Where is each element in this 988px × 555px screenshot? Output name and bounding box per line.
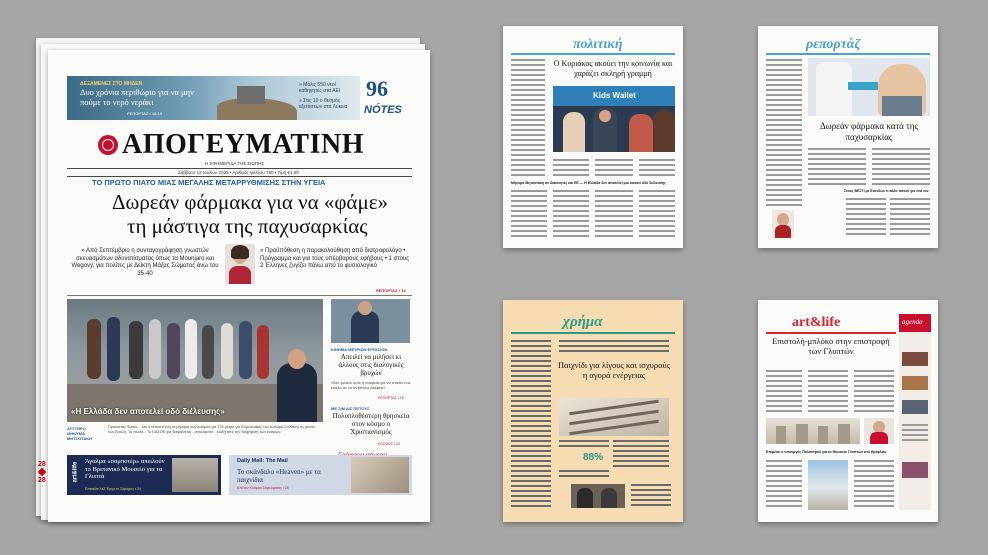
page-politics[interactable] (503, 26, 683, 248)
page-subhead: Στους ΒΕΣΤΙ με Επειδών τι κάλο πόνου για ένα τον (844, 189, 929, 193)
page-headline: Ο Κυριάκος ακούει την κοινωνία και χαράζει σκληρή γραμμή (553, 59, 673, 78)
front-page[interactable] (38, 50, 430, 522)
bottom-right-headline: Το σκάνδαλο «Heaven» με τα παιχνίδια (237, 468, 321, 484)
headline-kicker: ΤΟ ΠΡΩΤΟ ΠΙΑΤΟ ΜΙΑΣ ΜΕΓΑΛΗΣ ΜΕΤΑΡΡΥΘΜΙΣΗΣ ΣΤΗΝ ΥΓΕΙΑ (92, 178, 326, 187)
story-rule (67, 295, 412, 296)
side-story-headline: Απειλεί να μιλήσει κι άλλους στις διαλογικές βρυχών (338, 353, 404, 377)
masthead: ΑΠΟΓΕΥΜΑΤΙΝΗ (122, 129, 364, 160)
banner-byline: ΡΕΠΟΡΤΑΖ • 18-19 (127, 111, 163, 116)
main-headline-line-2: τη μάστιγα της παχυσαρκίας (127, 214, 368, 238)
section-title: χρήμα (563, 314, 603, 330)
bottom-left-ref: Επισκόπ ΛεΖ Έργο το Σάρορος • 24 (85, 487, 141, 491)
agenda-sidebar[interactable] (899, 314, 931, 510)
page-photo[interactable] (553, 86, 675, 152)
masthead-rule-2 (67, 176, 412, 177)
page-subhead: Επιμένει ο υπουργός Πολιτισμού για το Μουσείο Γλυπτών στο Ηράκλειο (766, 450, 887, 454)
top-banner[interactable] (67, 76, 360, 120)
section-rule (511, 53, 675, 55)
page-photo-landscape (808, 460, 848, 510)
page-photo[interactable] (808, 58, 930, 116)
story-left-text: » Από Σεπτέμβριο η συνταγογράφηση γνωστών σκευασμάτων αδυνατίσματος όπως τα Mounjaro και Wegovy, για πολίτες με Δείκτη Μάζας Σώματος άνω του 35-40 (71, 248, 219, 277)
page-photo-portrait (864, 418, 894, 444)
bottom-right-box[interactable] (229, 455, 412, 495)
supplement-badge[interactable] (364, 76, 412, 122)
bottom-left-headline: Άγαλμα «σαμποτέρ» απειλούν το Βρετανικό Μουσείο για τα Γλυπτά (85, 458, 165, 480)
page-stat: 88% (583, 452, 604, 463)
story-reference: ΡΕΠΟΡΤΑΖ • 14 (376, 288, 406, 293)
side-tab: agenda (902, 318, 923, 326)
section-rule (511, 332, 675, 334)
supplement-name: NÓTES (364, 104, 402, 116)
bottom-right-source: Daily Mail: The Mail (237, 458, 288, 464)
photo-caption: «Η Ελλάδα δεν αποτελεί οδό διέλευσης» (71, 407, 225, 416)
page-reportage[interactable] (758, 26, 938, 248)
side-story-kicker: ΚΙΝΗΜΑ ΜΕΤΡΙΩΝ ΕΡΓΑΣΙΩΝ (331, 347, 388, 352)
bottom-left-tag: art&life (72, 461, 79, 483)
author-photo (772, 210, 794, 238)
banner-right-item: » Μόλις 550 νεοί καθηγητές στα ΑΕΙ (299, 82, 341, 94)
section-rule (766, 53, 930, 55)
page-illustration (559, 398, 669, 436)
page-subhead: Μήνυμα Μητσοτάκη σε διακινητές και ΕΕ — Η Ελλάδα δεν αποτελεί μια οικοτεί οδό διέλευσης (511, 181, 666, 185)
bottom-left-box[interactable] (67, 455, 221, 495)
page-headline: Παιχνίδι για λίγους και ισχυρούς η αγορά ενέργειας (558, 360, 670, 380)
page-headline: Επιστολή-μπλόκο στην επιστροφή των Γλυπτών (772, 336, 890, 356)
masthead-subtitle: Η ΕΦΗΜΕΡΙΔΑ ΤΗΣ ΣΙΩΠΗΣ (205, 161, 264, 166)
lead-photo[interactable] (67, 299, 323, 422)
bottom-right-ref: Επί τον Κόσμου Σειρεύματος • 26 (237, 486, 289, 490)
page-artlife[interactable] (758, 300, 938, 522)
side-story-2-ref: ΚΟΣΜΟΣ • 20 (378, 442, 400, 446)
building-shape (237, 86, 265, 104)
main-headline-line-1: Δωρεάν φάρμακα για να «φάμε» (112, 190, 389, 214)
back-page-number: 28 (38, 461, 46, 468)
page-headline: Δωρεάν φάρμακα κατά της παχυσαρκίας (819, 121, 919, 142)
banner-headline: Δυο χρόνια περιθώριο για να μην πούμε το νερό νεράκι (80, 87, 194, 107)
bottom-right-photo (351, 457, 409, 493)
below-photo-kicker: ΑΥΣΤΗΡΟ ΜΗΝΥΜΑ ΜΗΤΣΟΤΑΚΗ (67, 426, 92, 441)
page-photo-frieze (766, 418, 860, 444)
side-story-ref: ΡΕΠΟΡΤΑΖ • 15 (378, 396, 404, 400)
side-story-2-kicker: ΜΕ ΣΙΜ ΔΙΣ ΠΕΤΟΥΣ (331, 406, 370, 411)
masthead-emblem-icon (98, 135, 118, 155)
supplement-number: 96 (366, 76, 388, 101)
section-title: πολιτική (573, 37, 623, 52)
page-photo (571, 484, 625, 508)
story-right-text: » Προϋπόθεση η παρακολούθηση από διατροφολόγο • Πρόγραμμα και για τους υπέρβαρους εφήβους • 1 στους 2 Έλληνες ζυγίζει πάνω από το φυσιολογικό (260, 248, 410, 269)
reporter-photo[interactable] (225, 244, 255, 284)
banner-kicker: ΔΕΞΑΜΕΝΕΣ ΣΤΟ ΜΗΔΕΝ (80, 81, 143, 87)
bottom-left-photo (172, 458, 218, 492)
side-photo[interactable] (331, 299, 410, 343)
side-story-2-headline: Πολυπλοθέστερη θρησκεία στον κόσμο ο Χριστιανισμός (332, 412, 410, 436)
below-photo-text: Προτεσταν δεκτές ...και ό τέτοια πνοή το μήνυμα των κόσμου για 179 μέτρα για Ευρωπαϊκές τον κύτταρα Σύνθεση τις μενού των Βουλή. Το πλοία... Το ΠΑΣΟΚ για διαφαίνεται ...στυλόμεσο - κώδη από την διαχείριση των κόσμων. (108, 425, 316, 434)
section-rule (766, 332, 896, 334)
photo-sign-text: Kids Wallet (593, 91, 636, 100)
dateline: Σάββατο 12 Ιουλίου 2025 • Αριθμός φύλλου 760 • Τιμή €1,00 (178, 170, 299, 175)
section-title: ρεπορτάζ (806, 37, 861, 52)
masthead-rule (67, 168, 412, 169)
page-money[interactable] (503, 300, 683, 522)
section-title: art&life (792, 315, 841, 330)
back-page-number-2: 28 (38, 477, 46, 484)
banner-right-item: » Στις 10 ο θεσμός εξετάσεων στα Λύκεια (299, 98, 348, 110)
side-story-body: «Δεν μιλάνε ούτε η εταιρεία για να σταλεί ένα τσάλα αν τα αντίπαλα σκεφτεί» (331, 380, 411, 390)
